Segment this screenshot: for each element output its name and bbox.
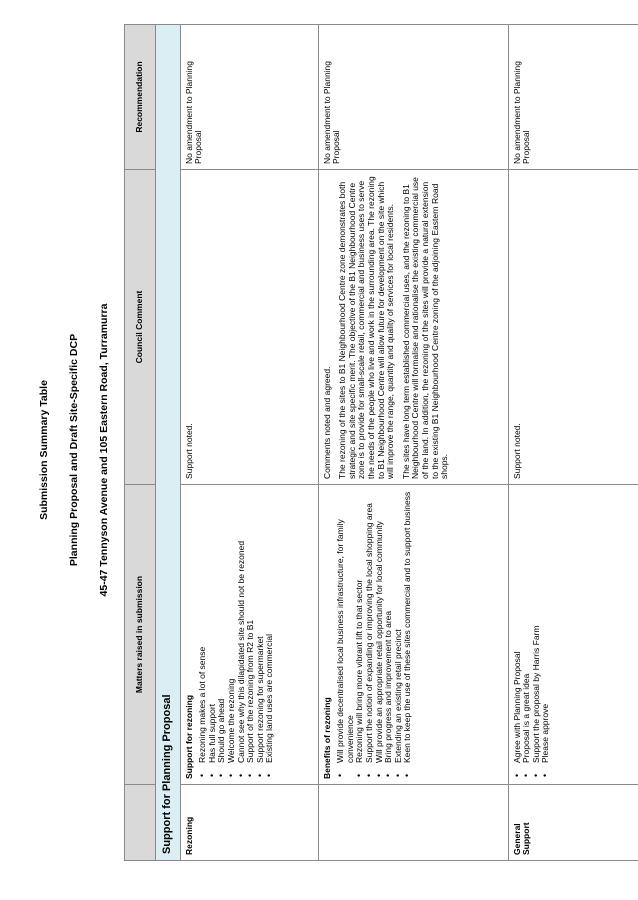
list-item: • Rezoning will bring more vibrant lift to that sector — [355, 490, 365, 763]
document-title: Submission Summary Table — [38, 380, 50, 520]
header-category — [125, 785, 156, 861]
matters-list — [198, 490, 275, 779]
matters-cell — [180, 485, 318, 785]
list-item: • Rezoning makes a lot of sense — [198, 490, 208, 763]
header-council-comment: Council Comment — [125, 170, 156, 485]
sub-heading: Support for rezoning — [183, 694, 194, 779]
table-row — [180, 25, 318, 861]
table-header-row — [125, 25, 156, 861]
list-item: • Existing land uses are commercial — [265, 490, 275, 763]
matters-list — [336, 490, 413, 779]
site-address: 45-47 Tennyson Avenue and 105 Eastern Road, Turramurra — [98, 303, 110, 597]
list-item: • Will provide an appropriate retail opportunity for local community — [375, 490, 385, 763]
section-row — [156, 25, 181, 861]
list-item: • Support the notion of expanding or improving the local shopping area — [365, 490, 375, 763]
list-item: • Cannot see why this dilapidated site should not be rezoned — [237, 490, 247, 763]
submission-summary-table — [124, 24, 638, 861]
list-item: • Should go ahead — [217, 490, 227, 763]
list-item: • Will provide decentralised local business infrastructure, for family convenience — [336, 490, 355, 763]
comment-paragraph: The rezoning of the sites to B1 Neighbourhood Centre zone demonstrates both strategic and site specific merit. The objective of the B1 Neighbourhood Centre zone is to provide for small-scale retail, commercial and business uses to serve the needs of the people who live and work in the surrounding area. The rezoning to B1 Neighbourhood Centre will allow future for development on the site which will improve the range, quantity and quality of services for local residents. — [337, 176, 396, 479]
matters-cell — [508, 485, 638, 785]
list-item: • Please approve — [541, 490, 551, 763]
recommendation: No amendment to Planning Proposal — [180, 25, 318, 170]
row-category: Rezoning — [180, 785, 318, 861]
list-item: • Has full support — [208, 490, 218, 763]
list-item: • Welcome the rezoning — [227, 490, 237, 763]
comment-paragraph: The sites have long term established commercial uses, and the rezoning to B1 Neighbourhood Centre will formalise and rationalise the existing commercial use of the land. In addition, the rezoning of the sites will provide a natural extension to the existing B1 Neighbourhood Centre zoning of the adjoining Eastern Road shops. — [400, 177, 450, 479]
list-item: • Extending an existing retail precinct — [394, 490, 404, 763]
list-item: • Keen to keep the use of these sites commercial and to support business — [403, 490, 413, 763]
list-item: • Bring progress and improvement to area — [384, 490, 394, 763]
matters-list — [513, 490, 551, 779]
list-item: • Support of the rezoning from R2 to B1 — [246, 490, 256, 763]
council-comment: Support noted. — [180, 170, 318, 485]
recommendation: No amendment to Planning Proposal — [508, 25, 638, 170]
list-item: • Support rezoning for supermarket — [256, 490, 266, 763]
recommendation: No amendment to Planning Proposal — [318, 25, 508, 170]
table-row — [318, 25, 508, 861]
row-category: General Support — [508, 785, 638, 861]
list-item: • Support the proposal by Harris Farm — [532, 490, 542, 763]
sub-heading: Benefits of rezoning — [321, 697, 332, 779]
list-item: • Proposal is a great idea — [522, 490, 532, 763]
table-row — [508, 25, 638, 861]
matters-cell — [318, 485, 508, 785]
section-title: Support for Planning Proposal — [156, 25, 181, 861]
council-comment: Support noted. — [508, 170, 638, 485]
list-item: • Agree with Planning Proposal — [513, 490, 523, 763]
header-matters: Matters raised in submission — [125, 485, 156, 785]
row-category — [318, 785, 508, 861]
council-comment — [318, 170, 508, 485]
comment-paragraph: Comments noted and agreed. — [321, 366, 332, 479]
document-subtitle: Planning Proposal and Draft Site-Specific DCP — [68, 333, 80, 567]
header-recommendation: Recommendation — [125, 25, 156, 170]
